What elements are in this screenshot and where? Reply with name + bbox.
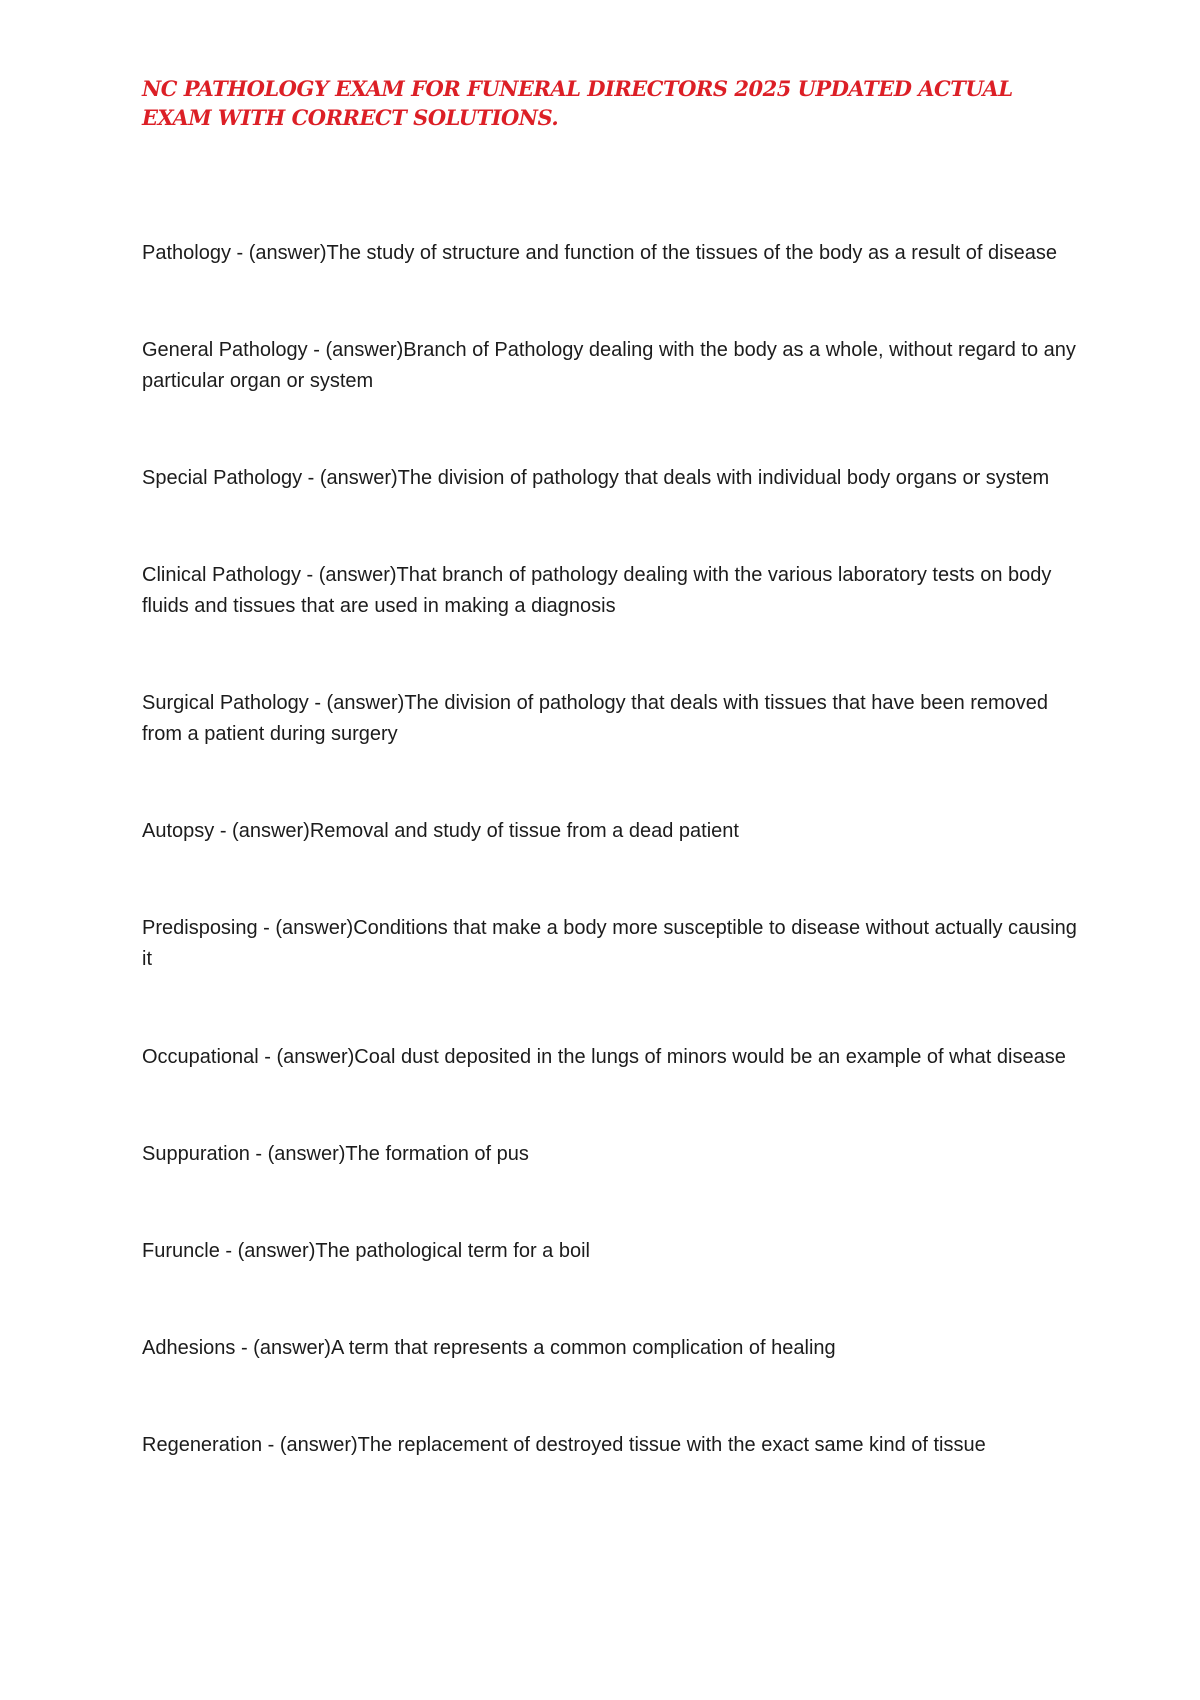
qa-entry-regeneration: Regeneration - (answer)The replacement of destroyed tissue with the exact same kind of tissue (142, 1434, 986, 1456)
qa-entry-autopsy: Autopsy - (answer)Removal and study of tissue from a dead patient (142, 820, 739, 842)
qa-entry-surgical-pathology: Surgical Pathology - (answer)The division of pathology that deals with tissues that have been removed from a patient during surgery (142, 692, 1049, 745)
qa-entry-general-pathology: General Pathology - (answer)Branch of Pathology dealing with the body as a whole, without regard to any particular organ or system (142, 339, 1076, 392)
qa-entry-special-pathology: Special Pathology - (answer)The division of pathology that deals with individual body organs or system (142, 467, 1050, 489)
document-title: NC PATHOLOGY EXAM FOR FUNERAL DIRECTORS 2025 UPDATED ACTUAL EXAM WITH CORRECT SOLUTIONS. (142, 76, 1013, 130)
qa-entry-suppuration: Suppuration - (answer)The formation of pus (142, 1143, 529, 1165)
qa-entry-clinical-pathology: Clinical Pathology - (answer)That branch of pathology dealing with the various laboratory tests on body fluids and tissues that are used in making a diagnosis (142, 564, 1052, 617)
qa-entry-occupational: Occupational - (answer)Coal dust deposited in the lungs of minors would be an example of what disease (142, 1046, 1066, 1068)
qa-entry-adhesions: Adhesions - (answer)A term that represents a common complication of healing (142, 1337, 836, 1359)
qa-entry-furuncle: Furuncle - (answer)The pathological term for a boil (142, 1240, 590, 1262)
qa-entry-predisposing: Predisposing - (answer)Conditions that make a body more susceptible to disease without actually causing it (142, 917, 1077, 970)
qa-entry-pathology: Pathology - (answer)The study of structure and function of the tissues of the body as a result of disease (142, 242, 1057, 264)
